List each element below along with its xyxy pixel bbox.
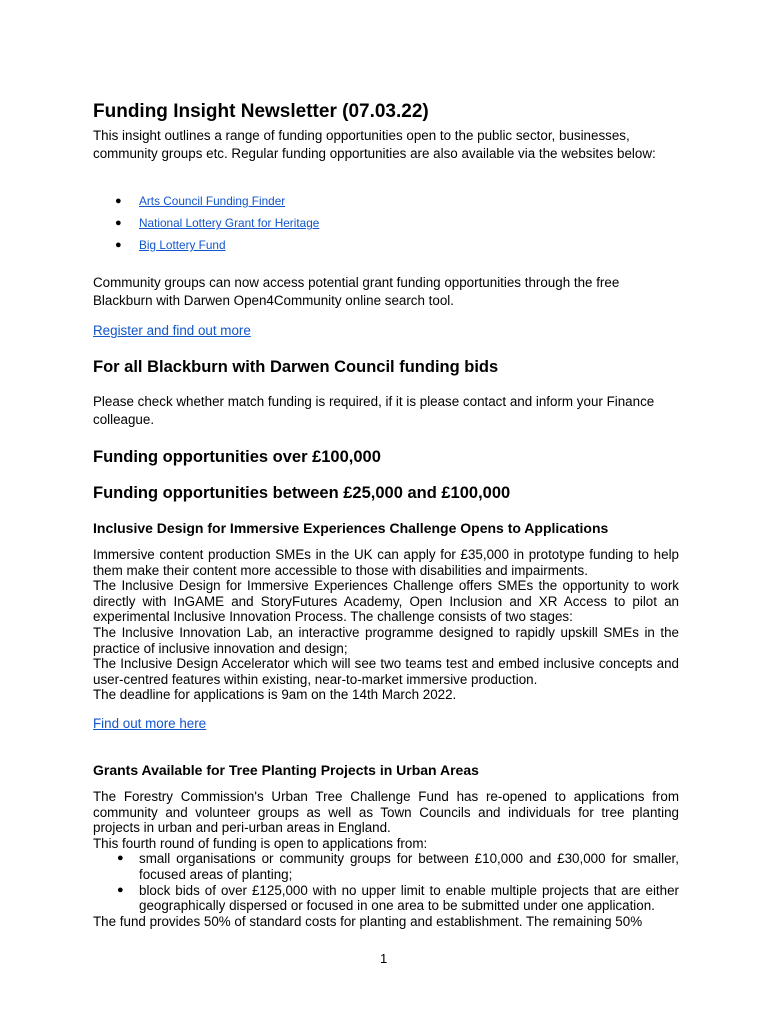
inclusive-paragraph: The Inclusive Design Accelerator which will see two teams test and embed inclusive concepts and user-centred features within existing, near-to-market immersive production. (93, 656, 679, 687)
website-links-list (93, 193, 679, 259)
national-lottery-heritage-link[interactable]: National Lottery Grant for Heritage (139, 216, 320, 230)
intro-paragraph: This insight outlines a range of funding opportunities open to the public sector, businesses, community groups etc. Regular funding opportunities are also available via the websites below: (93, 128, 656, 161)
trees-intro: The Forestry Commission's Urban Tree Challenge Fund has re-opened to applications from community and volunteer groups as well as Town Councils and individuals for tree planting projects in urban and peri-urban areas in England. (93, 789, 679, 836)
trees-round-text: This fourth round of funding is open to applications from: (93, 835, 428, 851)
heading-over-100k: Funding opportunities over £100,000 (93, 448, 381, 466)
inclusive-paragraph: Immersive content production SMEs in the UK can apply for £35,000 in prototype funding to help them make their content more accessible to those with disabilities and impairments. (93, 547, 679, 578)
bullet-icon: ● (117, 852, 124, 865)
trees-closing: The fund provides 50% of standard costs for planting and establishment. The remaining 50% (93, 913, 643, 929)
heading-25k-100k: Funding opportunities between £25,000 and £100,000 (93, 484, 511, 502)
list-item: ● small organisations or community groups for between £10,000 and £30,000 for smaller, focused areas of planting; (117, 851, 679, 882)
trees-bullet-list (93, 851, 679, 913)
inclusive-paragraph: The deadline for applications is 9am on the 14th March 2022. (93, 687, 457, 703)
bullet-icon: ● (115, 195, 122, 207)
arts-council-link[interactable]: Arts Council Funding Finder (139, 194, 286, 208)
list-item (93, 215, 679, 237)
inclusive-heading: Inclusive Design for Immersive Experiences Challenge Opens to Applications (93, 520, 609, 536)
list-item: ● block bids of over £125,000 with no upper limit to enable multiple projects that are either geographically dispersed or focused in one area to be submitted under one application. (117, 882, 679, 914)
find-out-more-link[interactable]: Find out more here (93, 716, 207, 731)
trees-heading: Grants Available for Tree Planting Projects in Urban Areas (93, 762, 479, 778)
inclusive-paragraph: The Inclusive Design for Immersive Experiences Challenge offers SMEs the opportunity to work directly with InGAME and StoryFutures Academy, Open Inclusion and XR Access to pilot an experimental Inclusive Innovation Process. The challenge consists of two stages: (93, 578, 679, 625)
big-lottery-fund-link[interactable]: Big Lottery Fund (139, 238, 226, 252)
inclusive-paragraph: The Inclusive Innovation Lab, an interactive programme designed to rapidly upskill SMEs in the practice of inclusive innovation and design; (93, 624, 679, 656)
council-paragraph: Please check whether match funding is required, if it is please contact and inform your Finance colleague. (93, 394, 655, 427)
bullet-icon: ● (117, 883, 124, 896)
list-item (93, 193, 679, 215)
page-number: 1 (380, 951, 388, 966)
page-title: Funding Insight Newsletter (07.03.22) (93, 101, 429, 122)
trees-body (93, 789, 679, 929)
council-heading: For all Blackburn with Darwen Council funding bids (93, 358, 499, 376)
inclusive-body (93, 547, 679, 703)
bullet-icon: ● (115, 239, 122, 251)
register-link[interactable]: Register and find out more (93, 323, 251, 338)
list-item (93, 237, 679, 259)
community-paragraph: Community groups can now access potential grant funding opportunities through the free Blackburn with Darwen Open4Community online search tool. (93, 275, 620, 308)
bullet-icon: ● (115, 217, 122, 229)
